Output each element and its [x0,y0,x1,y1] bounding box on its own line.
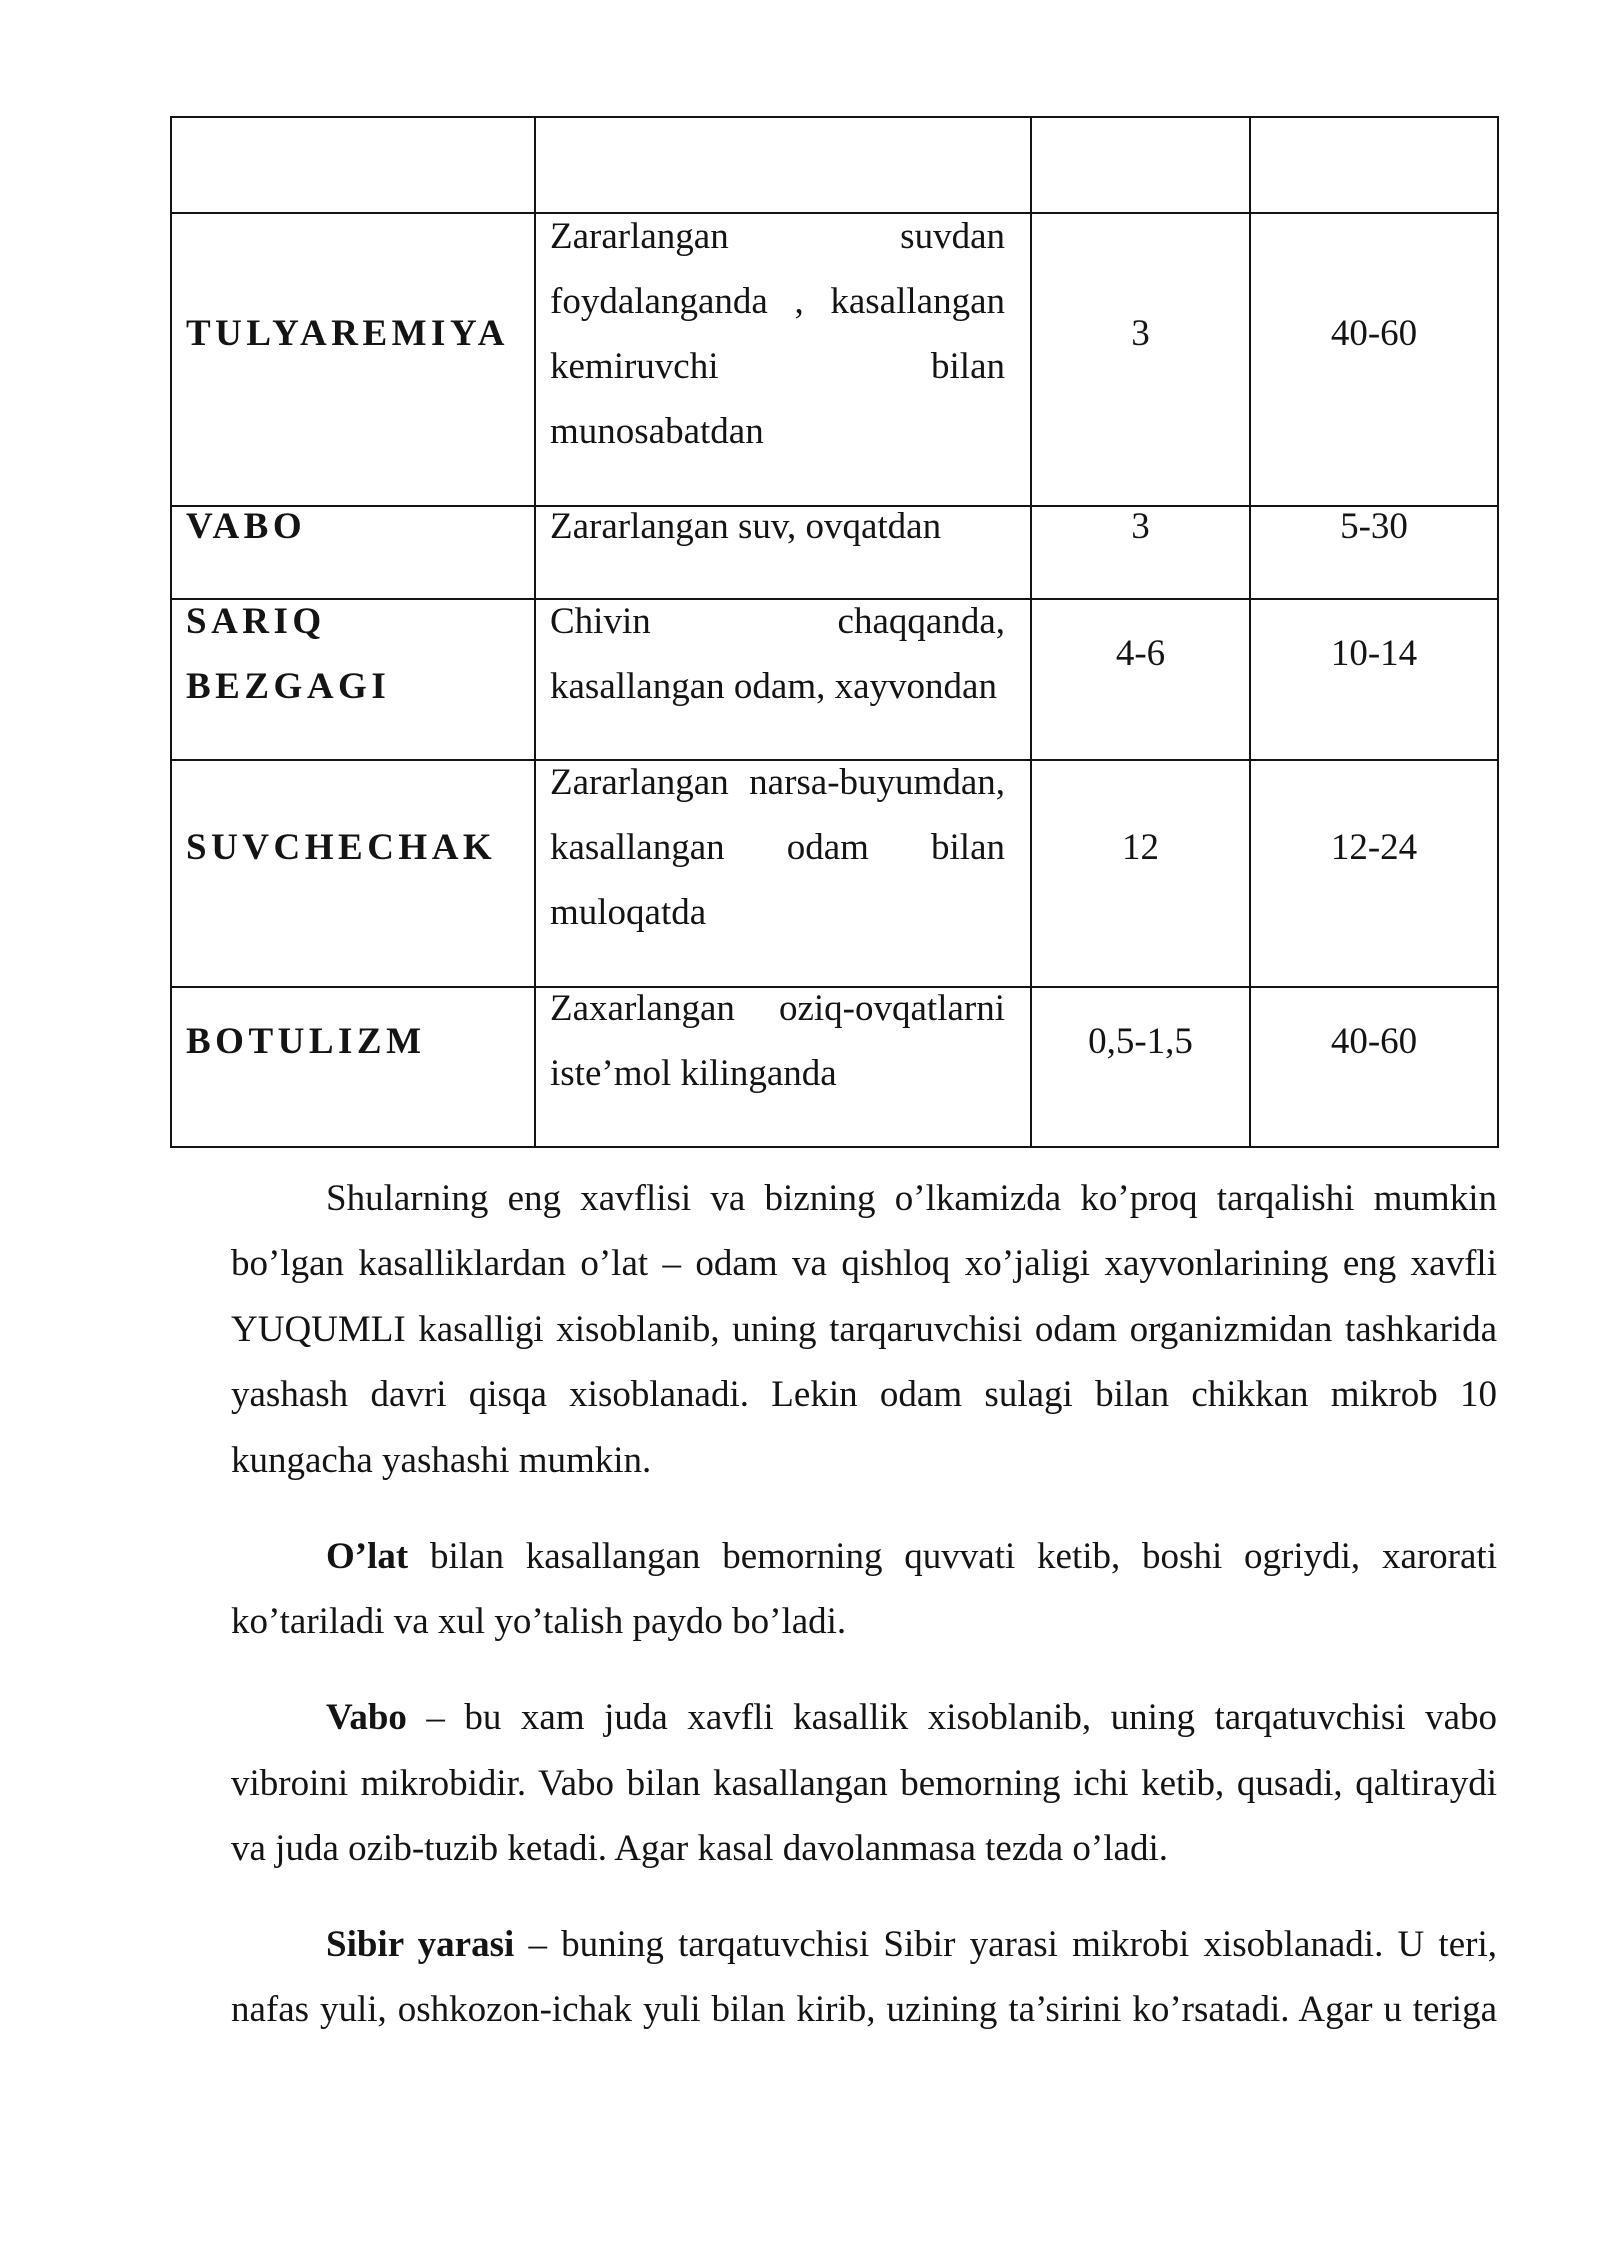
paragraph-lead-term: Vabo [326,1697,407,1739]
table-header-row [171,117,1498,213]
transmission-cell [535,213,1031,506]
value-b: 40-60 [1330,313,1418,354]
value-a: 3 [1131,506,1150,547]
disease-name: VABO [186,506,307,547]
value-b-cell [1250,599,1498,760]
table-row [171,506,1498,599]
table-row [171,213,1498,506]
body-paragraph [231,1524,1497,1655]
disease-name-cell [171,599,535,760]
paragraph-text: – buning tarqatuvchisi Sibir yarasi mikrobi xisoblanadi. U teri, nafas yuli, oshkozon-ichak yuli bilan kirib, uzining ta’sirini ko’rsatadi. Agar u teriga [231,1924,1497,2031]
table-header-cell [1250,117,1498,213]
value-a-cell [1031,987,1250,1147]
transmission-cell [535,506,1031,599]
transmission-text: Zararlangan suvdan foydalanganda , kasallangan kemiruvchi bilan munosabatdan [550,215,1005,452]
table-header-cell [171,117,535,213]
paragraph-text: bilan kasallangan bemorning quvvati ketib, boshi ogriydi, xarorati ko’tariladi va xul yo’talish paydo bo’ladi. [231,1535,1497,1643]
paragraph-lead-term: Sibir yarasi [326,1924,515,1966]
value-b-cell [1250,506,1498,599]
disease-name: TULYAREMIYA [186,313,509,354]
table-header-cell [1031,117,1250,213]
paragraph-text: Shularning eng xavflisi va bizning o’lkamizda ko’proq tarqalishi mumkin bo’lgan kasalliklardan o’lat – odam va qishloq xo’jaligi xayvonlarining eng xavfli YUQUMLI kasalligi xisoblanib, uning tarqaruvchisi odam organizmidan tashkarida yashash davri qisqa xisoblanadi. Lekin odam sulagi bilan chikkan mikrob 10 kungacha yashashi mumkin. [231,1178,1497,1481]
disease-table [170,116,1499,1148]
value-a: 3 [1131,313,1150,354]
body-text [231,1166,1497,2073]
value-b: 10-14 [1330,633,1418,674]
value-b-cell [1250,987,1498,1147]
value-a: 4-6 [1115,633,1166,674]
transmission-text: Zaxarlangan oziq-ovqatlarni iste’mol kilinganda [550,988,1005,1094]
value-a-cell [1031,213,1250,506]
transmission-cell [535,987,1031,1147]
body-paragraph [231,1166,1497,1493]
table-row [171,760,1498,987]
value-a: 0,5-1,5 [1088,1020,1193,1062]
value-b-cell [1250,760,1498,987]
value-b: 40-60 [1330,1020,1418,1062]
value-b: 12-24 [1330,827,1418,868]
value-a-cell [1031,760,1250,987]
transmission-text: Zararlangan suv, ovqatdan [550,506,942,547]
body-paragraph [231,1912,1497,2043]
value-a-cell [1031,506,1250,599]
paragraph-text: – bu xam juda xavfli kasallik xisoblanib, uning tarqatuvchisi vabo vibroini mikrobidir. Vabo bilan kasallangan bemorning ichi ketib, qusadi, qaltiraydi va juda ozib-tuzib ketadi. Agar kasal davolanmasa tezda o’ladi. [231,1697,1497,1870]
body-paragraph [231,1685,1497,1881]
value-a: 12 [1122,827,1159,868]
transmission-cell [535,599,1031,760]
disease-name-cell [171,213,535,506]
disease-name: BOTULIZM [186,1020,426,1062]
value-b-cell [1250,213,1498,506]
transmission-text: Zararlangan narsa-buyumdan, kasallangan odam bilan muloqatda [550,762,1005,933]
value-b: 5-30 [1340,506,1408,547]
table-header-cell [535,117,1031,213]
disease-name-cell [171,506,535,599]
disease-name-cell [171,987,535,1147]
disease-name: SUVCHECHAK [186,827,497,868]
table-row [171,987,1498,1147]
paragraph-lead-term: O’lat [326,1535,409,1577]
table-row [171,599,1498,760]
transmission-cell [535,760,1031,987]
disease-name: SARIQ BEZGAGI [186,600,391,707]
transmission-text: Chivin chaqqanda, kasallangan odam, xayvondan [550,600,1005,707]
disease-name-cell [171,760,535,987]
value-a-cell [1031,599,1250,760]
